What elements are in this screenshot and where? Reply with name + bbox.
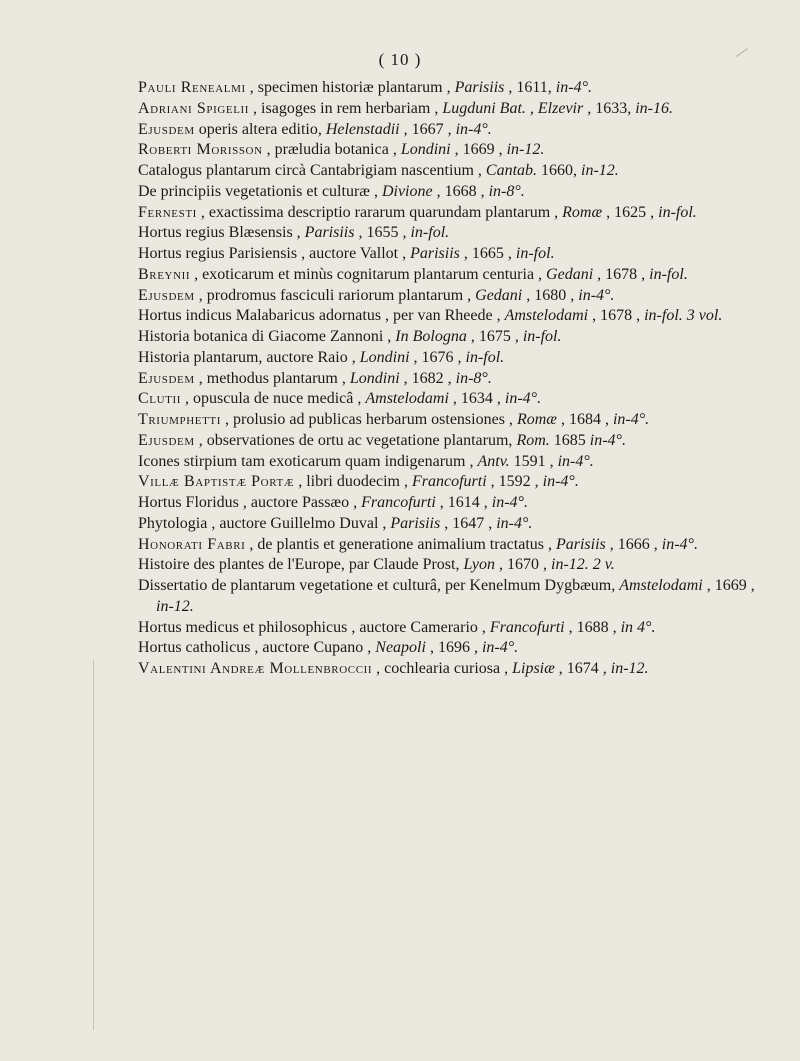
entry-date: , 1667 , — [403, 120, 452, 138]
entry-title: , cochlearia curiosa , — [376, 660, 509, 677]
bibliography-entry — [138, 286, 758, 307]
entry-author: Roberti Morisson — [138, 141, 263, 159]
entry-format: in-8°. — [488, 182, 525, 200]
entry-format: in-4°. — [589, 431, 626, 449]
entry-place: Amstelodami — [504, 307, 589, 325]
entry-format: in-4°. — [612, 411, 650, 428]
entry-date: , 1678 , — [597, 265, 646, 283]
bibliography-entry — [138, 306, 758, 327]
bibliography-entry — [138, 514, 758, 535]
entry-date: , 1670 , — [499, 556, 548, 574]
page-number: ( 10 ) — [378, 50, 422, 69]
bibliography-entry — [138, 410, 758, 431]
entry-place: Romæ — [516, 411, 557, 428]
bibliography-entry — [138, 576, 758, 618]
entry-place: Divione — [381, 182, 433, 200]
entry-date: , 1684 , — [560, 411, 609, 428]
entry-format: in 4°. — [620, 618, 656, 636]
entry-date: , 1696 , — [429, 639, 478, 657]
entry-author: Ejusdem — [138, 120, 195, 138]
entry-title: Hortus regius Parisiensis , auctore Vallot , — [138, 245, 407, 262]
entry-title: , specimen historiæ plantarum , — [249, 79, 451, 96]
entry-format: in-12. 2 v. — [551, 556, 615, 574]
bibliography-entry — [138, 618, 758, 639]
entry-format: in-fol. — [658, 203, 697, 221]
entry-date: 1660, — [541, 162, 578, 179]
entry-format: in-4°. — [504, 390, 542, 408]
entry-date: , 1655 , — [358, 224, 407, 242]
entry-author: Ejusdem — [138, 286, 195, 304]
entry-place: Parisiis — [304, 224, 355, 242]
entry-title: , prolusio ad publicas herbarum ostensiones , — [224, 411, 513, 428]
entry-title: , methodus plantarum , — [198, 369, 346, 387]
bibliography-entry — [138, 389, 758, 410]
bibliography-entry — [138, 99, 758, 120]
entry-date: 1685 — [553, 431, 586, 449]
entry-title: Historia plantarum, auctore Raio , — [138, 348, 356, 366]
entry-date: 1633, — [595, 99, 632, 117]
entry-title: Hortus medicus et philosophicus , auctore Camerario , — [138, 618, 486, 636]
entry-title: Hortus Floridus , auctore Passæo , — [138, 494, 358, 511]
entry-title: Histoire des plantes de l'Europe, par Claude Prost, — [138, 556, 460, 574]
entry-format: in-4°. — [455, 120, 492, 138]
entry-place: Amstelodami — [365, 390, 449, 408]
bibliography-entry — [138, 327, 758, 348]
entry-format: in-fol. — [410, 224, 450, 242]
entry-place: Londini — [400, 141, 451, 159]
bibliography-entry — [138, 452, 758, 473]
entry-date: , 1676 , — [413, 348, 462, 366]
entry-date: , 1611, — [508, 79, 552, 96]
entry-title: Hortus catholicus , auctore Cupano , — [138, 639, 372, 657]
bibliography-entry — [138, 431, 758, 452]
entry-date: , 1625 , — [606, 203, 655, 221]
margin-fold-line — [93, 660, 94, 1030]
entry-date: , 1647 , — [444, 514, 493, 532]
entry-author: Villæ Baptistæ Portæ — [138, 473, 295, 491]
entry-format: in-4°. — [481, 639, 519, 657]
bibliography-entry — [138, 203, 758, 224]
entry-title: , libri duodecim , — [298, 473, 408, 491]
entry-place: Cantab. — [485, 162, 538, 179]
entry-date: , 1675 , — [470, 328, 519, 345]
entry-place: Gedani — [546, 265, 594, 283]
entry-format: in-fol. — [522, 328, 562, 345]
entry-format: in-4°. — [578, 286, 615, 304]
entry-date: , 1666 , — [609, 535, 658, 553]
bibliography-entry — [138, 265, 758, 286]
bibliography-list — [138, 78, 758, 680]
entry-date: , 1682 , — [403, 369, 452, 387]
bibliography-entry — [138, 535, 758, 556]
entry-format: in-4°. — [661, 535, 698, 553]
entry-title: Historia botanica di Giacome Zannoni , — [138, 328, 392, 345]
entry-place: Parisiis — [454, 79, 505, 96]
entry-date: , 1614 , — [439, 494, 488, 511]
entry-title: , isagoges in rem herbariam , — [253, 99, 439, 117]
entry-place: Helenstadii — [325, 120, 400, 138]
entry-date: , 1688 , — [568, 618, 617, 636]
entry-title: , exoticarum et minùs cognitarum plantarum centuria , — [194, 265, 543, 283]
bibliography-entry — [138, 369, 758, 390]
entry-title: , opuscula de nuce medicâ , — [184, 390, 362, 408]
bibliography-entry — [138, 493, 758, 514]
entry-place: Parisiis — [410, 245, 460, 262]
bibliography-entry — [138, 555, 758, 576]
bibliography-entry — [138, 472, 758, 493]
entry-title: Hortus indicus Malabaricus adornatus , per van Rheede , — [138, 307, 501, 325]
entry-title: Dissertatio de plantarum vegetatione et culturâ, per Kenelmum Dygbæum, — [138, 577, 616, 594]
entry-date: , 1669 , — [454, 141, 503, 159]
entry-format: in-fol. — [649, 265, 688, 283]
entry-title: , de plantis et generatione animalium tractatus , — [249, 535, 552, 553]
entry-format: in-fol. — [465, 348, 505, 366]
entry-author: Adriani Spigelii — [138, 99, 250, 117]
entry-place: Parisiis — [390, 514, 441, 532]
entry-date: , 1665 , — [463, 245, 512, 262]
entry-place: Lipsiæ — [512, 660, 555, 677]
entry-place: Rom. — [516, 431, 550, 449]
entry-title: Hortus regius Blæsensis , — [138, 224, 301, 242]
entry-format: in-fol. 3 vol. — [644, 307, 723, 325]
entry-place: In Bologna — [395, 328, 467, 345]
entry-author: Fernesti — [138, 203, 197, 221]
entry-title: Catalogus plantarum circà Cantabrigiam nascentium , — [138, 162, 482, 179]
bibliography-entry — [138, 659, 758, 680]
entry-place: Francofurti — [411, 473, 487, 491]
entry-author: Clutii — [138, 390, 181, 408]
entry-format: in-4°. — [491, 494, 528, 511]
entry-author: Ejusdem — [138, 369, 195, 387]
bibliography-entry — [138, 78, 758, 99]
entry-date: , 1592 , — [490, 473, 539, 491]
entry-place: Antv. — [477, 452, 510, 470]
entry-title: De principiis vegetationis et culturæ , — [138, 182, 378, 200]
entry-date: , 1680 , — [526, 286, 575, 304]
entry-title: , prodromus fasciculi rariorum plantarum , — [198, 286, 472, 304]
entry-place: Neapoli — [375, 639, 426, 657]
entry-author: Valentini Andreæ Mollenbroccii — [138, 660, 373, 677]
entry-title: , observationes de ortu ac vegetatione plantarum, — [198, 431, 513, 449]
entry-format: in-4°. — [557, 452, 594, 470]
entry-date: , 1674 , — [558, 660, 607, 677]
entry-format: in-12. — [581, 162, 619, 179]
entry-title: Phytologia , auctore Guillelmo Duval , — [138, 514, 387, 532]
bibliography-entry — [138, 140, 758, 161]
entry-format: in-12. — [506, 141, 545, 159]
entry-format: in-16. — [635, 99, 673, 117]
entry-place: Parisiis — [555, 535, 606, 553]
bibliography-entry — [138, 244, 758, 265]
entry-date: , 1669 , — [706, 577, 755, 594]
bibliography-entry — [138, 223, 758, 244]
bibliography-entry — [138, 638, 758, 659]
entry-format: in-4°. — [542, 473, 579, 491]
entry-place: Gedani — [475, 286, 523, 304]
entry-author: Honorati Fabri — [138, 535, 246, 553]
entry-date: , 1634 , — [452, 390, 501, 408]
entry-place: Francofurti — [489, 618, 565, 636]
entry-format: in-fol. — [515, 245, 555, 262]
bibliography-entry — [138, 161, 758, 182]
entry-title: , exactissima descriptio rararum quarundam plantarum , — [200, 203, 559, 221]
entry-place: Francofurti — [361, 494, 436, 511]
entry-format: in-4°. — [496, 514, 533, 532]
entry-place: Amstelodami — [619, 577, 703, 594]
entry-format: in-8°. — [455, 369, 492, 387]
entry-date: , 1678 , — [592, 307, 641, 325]
entry-place: Londini — [359, 348, 410, 366]
entry-place: Romæ — [562, 203, 603, 221]
entry-title: operis altera editio, — [198, 120, 322, 138]
entry-place: Lyon — [463, 556, 496, 574]
bibliography-entry — [138, 182, 758, 203]
entry-format: in-12. — [610, 660, 649, 677]
entry-title: Icones stirpium tam exoticarum quam indigenarum , — [138, 452, 474, 470]
entry-format: in-4°. — [555, 79, 592, 96]
bibliography-entry — [138, 348, 758, 369]
entry-author: Breynii — [138, 265, 191, 283]
entry-author: Pauli Renealmi — [138, 79, 246, 96]
entry-author: Ejusdem — [138, 431, 195, 449]
entry-place: Lugduni Bat. , Elzevir , — [442, 99, 592, 117]
entry-date: , 1668 , — [436, 182, 485, 200]
bibliography-entry — [138, 120, 758, 141]
entry-author: Triumphetti — [138, 411, 221, 428]
entry-title: , præludia botanica , — [266, 141, 397, 159]
entry-date: 1591 , — [513, 452, 554, 470]
entry-format: in-12. — [156, 597, 194, 615]
entry-place: Londini — [349, 369, 400, 387]
